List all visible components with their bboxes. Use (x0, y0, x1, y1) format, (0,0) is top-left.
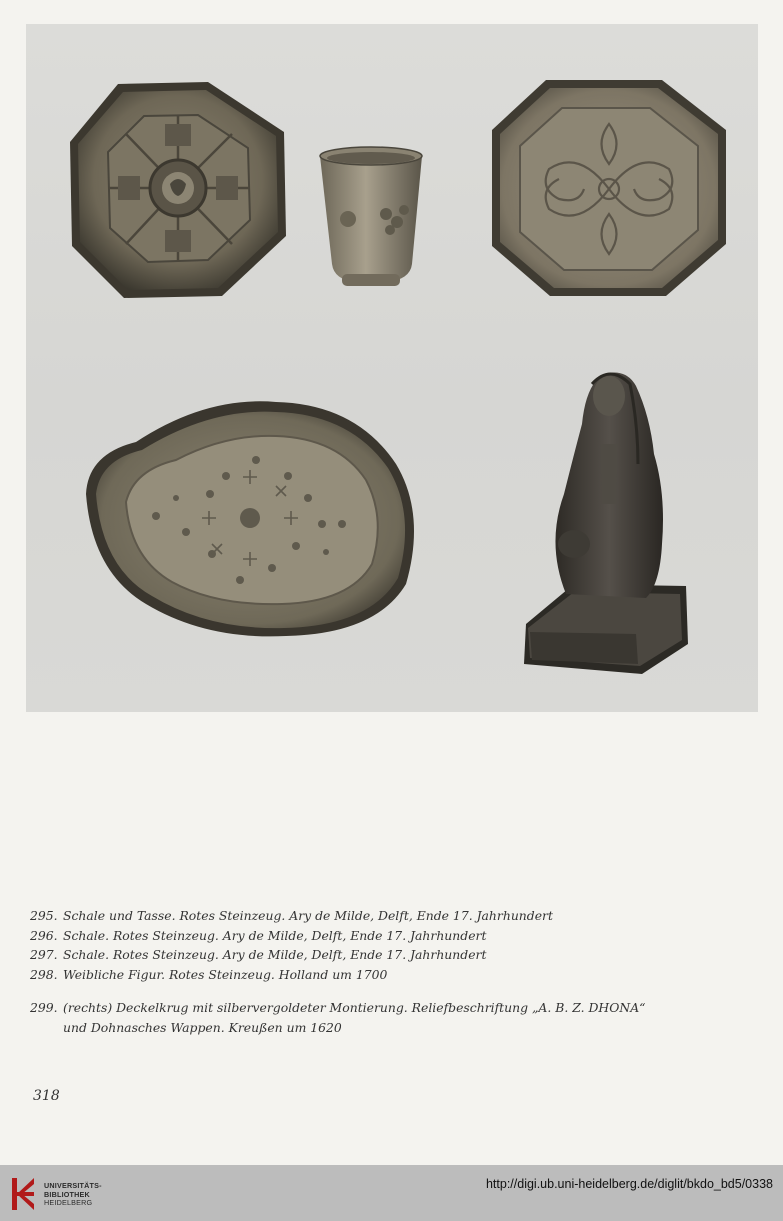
caption-number: 298. (30, 966, 58, 982)
caption-295 (30, 906, 650, 926)
octagonal-bowl-coat-of-arms (70, 82, 286, 298)
caption-297 (30, 945, 650, 965)
caption-text-line-1: (rechts) Deckelkrug mit silbervergoldeter Montierung. Reliefbeschriftung „A. B. Z. DHONA“ (63, 1000, 646, 1015)
caption-296 (30, 926, 650, 946)
digitization-footer (0, 1165, 783, 1221)
caption-text: Schale. Rotes Steinzeug. Ary de Milde, Delft, Ende 17. Jahrhundert (63, 947, 487, 962)
caption-text (63, 998, 650, 1037)
caption-299 (30, 998, 650, 1037)
page-number: 318 (33, 1088, 60, 1104)
library-name-line-3: HEIDELBERG (44, 1198, 93, 1208)
caption-text: Weibliche Figur. Rotes Steinzeug. Holland um 1700 (63, 966, 388, 982)
caption-text: Schale. Rotes Steinzeug. Ary de Milde, Delft, Ende 17. Jahrhundert (63, 927, 487, 943)
caption-298 (30, 965, 650, 985)
caption-number: 297. (30, 947, 58, 962)
seated-female-figure (524, 373, 688, 675)
library-name-line-1: UNIVERSITÄTS- (44, 1181, 102, 1190)
oval-bowl-stars (86, 401, 414, 636)
caption-number: 299. (30, 1000, 58, 1015)
library-name-line-2: BIBLIOTHEK (44, 1189, 90, 1199)
caption-text-line-2: und Dohnasches Wappen. Kreußen um 1620 (63, 1019, 342, 1035)
caption-list (30, 906, 650, 1037)
caption-number: 295. (30, 908, 58, 923)
plate-photograph (26, 24, 758, 712)
library-logo-icon (10, 1176, 38, 1212)
beaker (320, 147, 422, 286)
permalink-url[interactable]: http://digi.ub.uni-heidelberg.de/diglit/bkdo_bd5/0338 (485, 1177, 773, 1191)
octagonal-bowl-floral (492, 80, 726, 296)
caption-number: 296. (30, 927, 58, 943)
library-name (44, 1182, 102, 1208)
library-logo[interactable] (10, 1174, 110, 1214)
caption-text: Schale und Tasse. Rotes Steinzeug. Ary de Milde, Delft, Ende 17. Jahrhundert (63, 908, 553, 923)
photo-plate (26, 24, 758, 712)
